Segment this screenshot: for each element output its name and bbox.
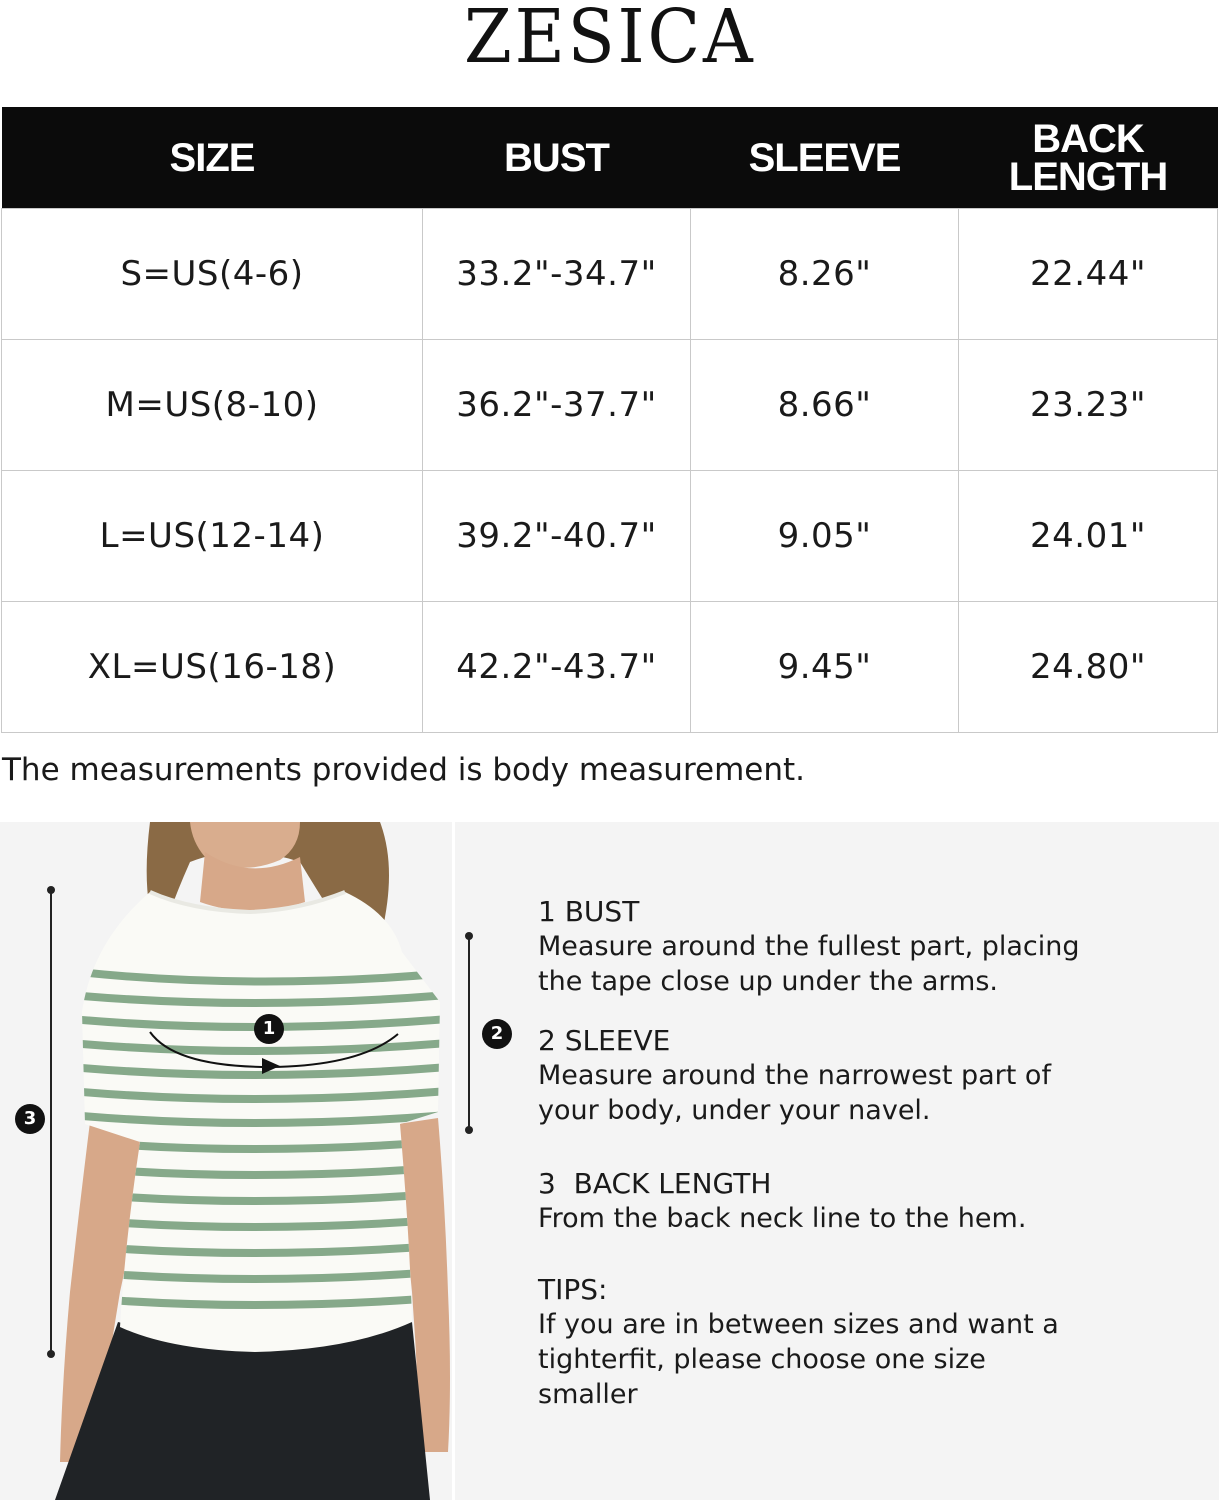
header-size: SIZE [2, 107, 423, 209]
guide-tips-line1: If you are in between sizes and want a [538, 1309, 1059, 1340]
table-row [2, 471, 1218, 602]
cell-bust: 36.2"-37.7" [423, 340, 691, 471]
badge-1-icon: 1 [254, 1014, 284, 1044]
measuring-guide-panel [455, 822, 1219, 1500]
guide-tips-title: TIPS: [538, 1273, 608, 1306]
cell-back-length: 23.23" [959, 340, 1218, 471]
guide-sleeve-line1: Measure around the narrowest part of [538, 1060, 1051, 1091]
guide-bust [538, 894, 1080, 999]
guide-bust-title: 1 BUST [538, 895, 640, 928]
cell-bust: 42.2"-43.7" [423, 602, 691, 733]
guide-back-line1: From the back neck line to the hem. [538, 1203, 1027, 1234]
cell-sleeve: 9.05" [691, 471, 959, 602]
sleeve-measure-dot-bottom [465, 1126, 473, 1134]
model-photo [0, 822, 452, 1500]
guide-sleeve [538, 1023, 1051, 1128]
cell-back-length: 22.44" [959, 209, 1218, 340]
cell-size: S=US(4-6) [2, 209, 423, 340]
badge-3-icon: 3 [15, 1104, 45, 1134]
guide-sleeve-line2: your body, under your navel. [538, 1095, 931, 1126]
cell-sleeve: 8.26" [691, 209, 959, 340]
striped-shirt-illustration [0, 822, 452, 1500]
badge-2-icon: 2 [482, 1019, 512, 1049]
guide-sleeve-title: 2 SLEEVE [538, 1024, 671, 1057]
guide-tips-line2: tighterfit, please choose one size [538, 1344, 986, 1375]
table-row [2, 209, 1218, 340]
guide-back-title: 3 BACK LENGTH [538, 1167, 772, 1200]
header-bust: BUST [423, 107, 691, 209]
cell-bust: 39.2"-40.7" [423, 471, 691, 602]
cell-sleeve: 8.66" [691, 340, 959, 471]
guide-bust-line2: the tape close up under the arms. [538, 966, 998, 997]
header-back-length: BACK LENGTH [959, 107, 1218, 209]
table-row [2, 340, 1218, 471]
measurement-note: The measurements provided is body measurement. [2, 752, 806, 788]
cell-sleeve: 9.45" [691, 602, 959, 733]
guide-back-length [538, 1166, 1026, 1236]
cell-size: L=US(12-14) [2, 471, 423, 602]
guide-bust-line1: Measure around the fullest part, placing [538, 931, 1080, 962]
table-row [2, 602, 1218, 733]
brand-logo: ZESICA [463, 0, 756, 80]
sleeve-measure-dot-top [465, 932, 473, 940]
sleeve-measure-line [468, 936, 470, 1132]
size-chart-table [1, 107, 1218, 733]
guide-tips-line3: smaller [538, 1379, 638, 1410]
guide-tips [538, 1272, 1059, 1412]
cell-size: XL=US(16-18) [2, 602, 423, 733]
table-header-row [2, 107, 1218, 209]
cell-size: M=US(8-10) [2, 340, 423, 471]
header-sleeve: SLEEVE [691, 107, 959, 209]
cell-bust: 33.2"-34.7" [423, 209, 691, 340]
cell-back-length: 24.80" [959, 602, 1218, 733]
cell-back-length: 24.01" [959, 471, 1218, 602]
